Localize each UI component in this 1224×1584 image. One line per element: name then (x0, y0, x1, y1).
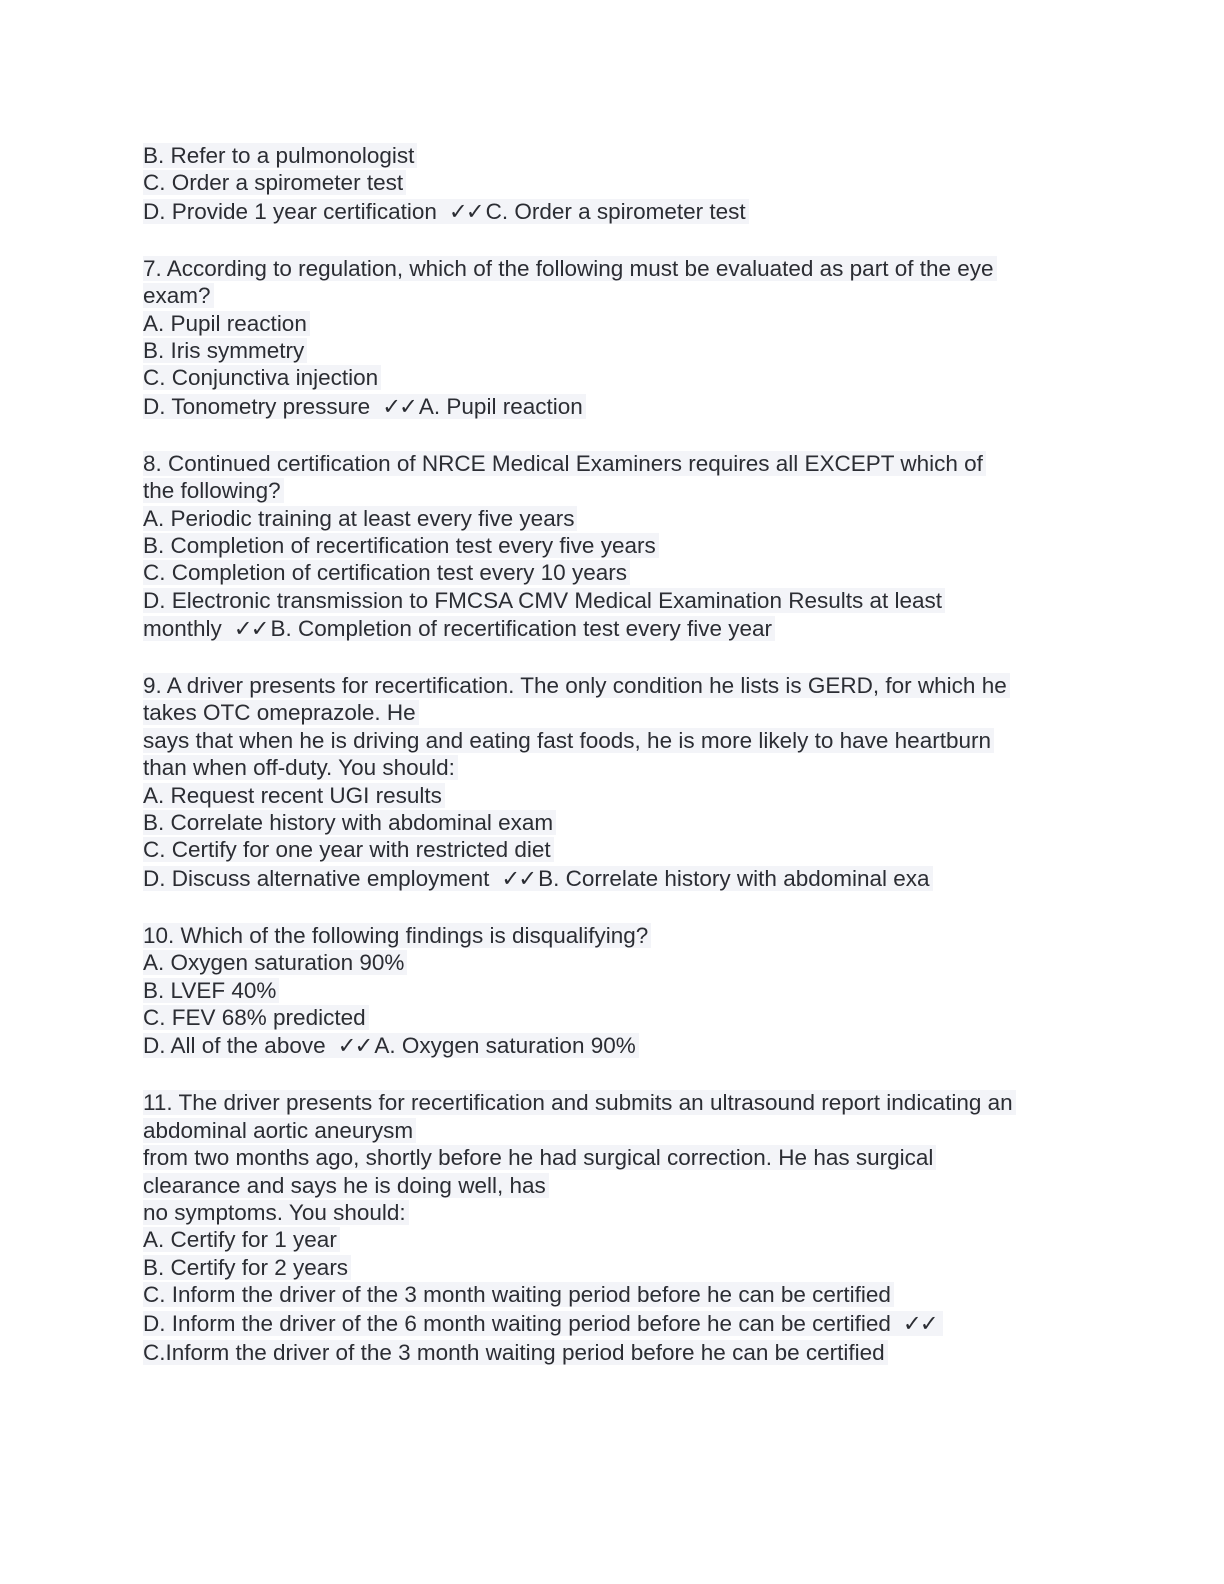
option-line (143, 559, 1083, 586)
check-icon: ✓✓ (337, 1033, 372, 1059)
option-text: B. Iris symmetry (143, 338, 307, 363)
question-line (143, 699, 1083, 726)
question-text: takes OTC omeprazole. He (143, 700, 419, 725)
option-text: C. Conjunctiva injection (143, 365, 381, 390)
option-text: D. Discuss alternative employment (143, 865, 490, 891)
question-text: clearance and says he is doing well, has (143, 1173, 549, 1198)
question-text: exam? (143, 283, 214, 308)
option-text: C. Inform the driver of the 3 month waiting period before he can be certified (143, 1282, 894, 1307)
question-10-block (143, 922, 1083, 1062)
option-line (143, 836, 1083, 863)
question-line (143, 922, 1083, 949)
option-line (143, 142, 1083, 169)
option-line (143, 809, 1083, 836)
option-line (143, 337, 1083, 364)
question-text: the following? (143, 478, 284, 503)
answer-text: C.Inform the driver of the 3 month waiting period before he can be certified (143, 1340, 888, 1365)
question-text: 7. According to regulation, which of the following must be evaluated as part of the eye (143, 256, 997, 281)
question-text: no symptoms. You should: (143, 1200, 409, 1225)
document-page (143, 142, 1083, 1366)
option-text: C. FEV 68% predicted (143, 1005, 369, 1030)
option-text: D. Inform the driver of the 6 month waiting period before he can be certified (143, 1310, 891, 1336)
option-text: C. Certify for one year with restricted diet (143, 837, 554, 862)
question-8-block (143, 450, 1083, 644)
answer-text: B. Completion of recertification test every five year (270, 616, 772, 642)
option-text: D. Provide 1 year certification (143, 198, 437, 224)
option-line (143, 532, 1083, 559)
question-line (143, 450, 1083, 477)
option-text: A. Oxygen saturation 90% (143, 950, 407, 975)
question-text: 10. Which of the following findings is disqualifying? (143, 923, 651, 948)
answer-line (143, 1309, 1083, 1339)
option-line (143, 364, 1083, 391)
question-line (143, 282, 1083, 309)
answer-text: C. Order a spirometer test (485, 198, 746, 224)
option-text: monthly (143, 616, 222, 642)
answer-line (143, 1031, 1083, 1061)
question-text: abdominal aortic aneurysm (143, 1118, 416, 1143)
question-text: 8. Continued certification of NRCE Medical Examiners requires all EXCEPT which of (143, 451, 986, 476)
option-line (143, 505, 1083, 532)
question-6-block (143, 142, 1083, 227)
question-line (143, 1089, 1083, 1116)
question-text: says that when he is driving and eating fast foods, he is more likely to have heartburn (143, 728, 994, 753)
answer-text: A. Pupil reaction (418, 393, 583, 419)
option-text: A. Periodic training at least every five years (143, 506, 577, 531)
option-text: A. Certify for 1 year (143, 1227, 340, 1252)
answer-text: B. Correlate history with abdominal exa (538, 865, 930, 891)
answer-line (143, 392, 1083, 422)
question-line (143, 1117, 1083, 1144)
option-text: A. Request recent UGI results (143, 783, 445, 808)
option-line (143, 1004, 1083, 1031)
option-text: D. All of the above (143, 1033, 326, 1059)
question-text: from two months ago, shortly before he had surgical correction. He has surgical (143, 1145, 936, 1170)
question-11-block (143, 1089, 1083, 1366)
option-text: D. Tonometry pressure (143, 393, 371, 419)
answer-line (143, 197, 1083, 227)
option-text: C. Completion of certification test every 10 years (143, 560, 630, 585)
check-icon: ✓✓ (448, 198, 483, 224)
option-text: D. Electronic transmission to FMCSA CMV Medical Examination Results at least (143, 588, 945, 613)
question-line (143, 255, 1083, 282)
question-7-block (143, 255, 1083, 422)
question-text: 9. A driver presents for recertification. The only condition he lists is GERD, for which he (143, 673, 1010, 698)
option-text: B. Refer to a pulmonologist (143, 143, 417, 168)
question-line (143, 477, 1083, 504)
question-9-block (143, 672, 1083, 894)
option-line (143, 782, 1083, 809)
option-text: B. Correlate history with abdominal exam (143, 810, 556, 835)
option-text: B. Certify for 2 years (143, 1255, 351, 1280)
option-text: B. Completion of recertification test every five years (143, 533, 659, 558)
option-line (143, 310, 1083, 337)
option-text: C. Order a spirometer test (143, 170, 406, 195)
option-line (143, 1254, 1083, 1281)
question-line (143, 672, 1083, 699)
question-line (143, 1199, 1083, 1226)
check-icon: ✓✓ (233, 616, 268, 642)
option-line (143, 169, 1083, 196)
question-line (143, 727, 1083, 754)
answer-line (143, 614, 1083, 644)
question-text: 11. The driver presents for recertification and submits an ultrasound report indicating an (143, 1090, 1016, 1115)
check-icon: ✓✓ (902, 1310, 937, 1336)
answer-line (143, 1339, 1083, 1366)
question-line (143, 1172, 1083, 1199)
option-line (143, 1226, 1083, 1253)
option-line (143, 1281, 1083, 1308)
answer-line (143, 864, 1083, 894)
check-icon: ✓✓ (501, 865, 536, 891)
option-line (143, 587, 1083, 614)
question-line (143, 754, 1083, 781)
question-text: than when off-duty. You should: (143, 755, 458, 780)
answer-text: A. Oxygen saturation 90% (374, 1033, 636, 1059)
option-line (143, 977, 1083, 1004)
check-icon: ✓✓ (382, 393, 416, 419)
option-line (143, 949, 1083, 976)
question-line (143, 1144, 1083, 1171)
option-text: A. Pupil reaction (143, 311, 310, 336)
option-text: B. LVEF 40% (143, 978, 279, 1003)
